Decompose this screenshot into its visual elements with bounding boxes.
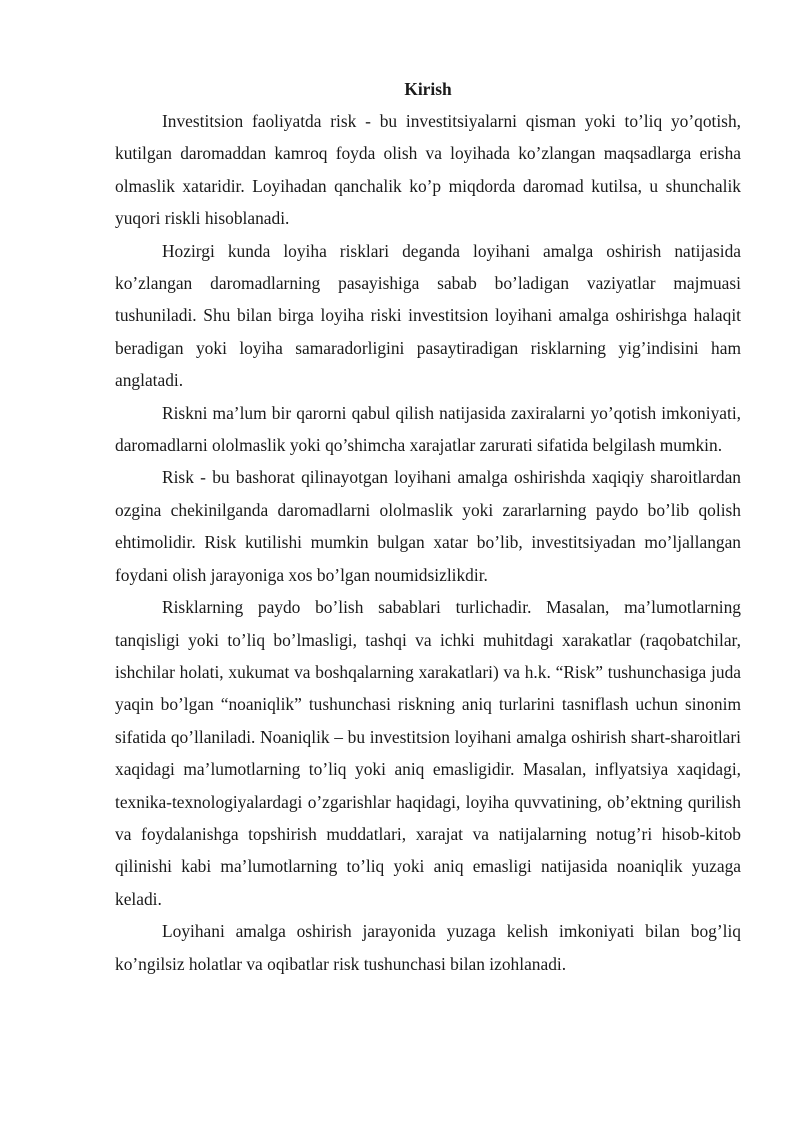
page-title: Kirish xyxy=(404,79,452,99)
paragraph: Loyihani amalga oshirish jarayonida yuzaga kelish imkoniyati bilan bog’liq ko’ngilsiz holatlar va oqibatlar risk tushunchasi bilan izohlanadi. xyxy=(115,921,741,974)
paragraph: Riskni ma’lum bir qarorni qabul qilish natijasida zaxiralarni yo’qotish imkoniyati, daromadlarni ololmaslik yoki qo’shimcha xarajatlar zarurati sifatida belgilash mumkin. xyxy=(115,402,741,456)
paragraph: Risklarning paydo bo’lish sabablari turlichadir. Masalan, ma’lumotlarning tanqisligi yoki to’liq bo’lmasligi, tashqi va ichki muhitdagi xarakatlar (raqobatchilar, ishchilar holati, xukumat va boshqalarning xarakatlari) va h.k. “Risk” tushunchasiga juda yaqin bo’lgan “noaniqlik” tushunchasi riskning aniq turlarini tasniflash uchun sinonim sifatida qo’llaniladi. Noaniqlik – bu investitsion loyihani amalga oshirish shart-sharoitlari xaqidagi ma’lumotlarning to’liq yoki aniq emasligidir. Masalan, inflyatsiya xaqidagi, texnika-texnologiyalardagi o’zgarishlar haqidagi, loyiha quvvatining, ob’ektning qurilish va foydalanishga topshirish muddatlari, xarajat va natijalarning notug’ri hisob-kitob qilinishi kabi ma’lumotlarning to’liq yoki aniq emasligi natijasida noaniqlik yuzaga keladi. xyxy=(115,597,741,909)
paragraph: Risk - bu bashorat qilinayotgan loyihani amalga oshirishda xaqiqiy sharoitlardan ozgina chekinilganda daromadlarni ololmaslik yoki zararlarning paydo bo’lib qolish ehtimolidir. Risk kutilishi mumkin bulgan xatar bo’lib, investitsiyadan mo’ljallangan foydani olish jarayoniga xos bo’lgan noumidsizlikdir. xyxy=(115,467,741,585)
paragraph: Investitsion faoliyatda risk - bu investitsiyalarni qisman yoki to’liq yo’qotish, kutilgan daromaddan kamroq foyda olish va loyihada ko’zlangan maqsadlarga erisha olmaslik xataridir. Loyihadan qanchalik ko’p miqdorda daromad kutilsa, u shunchalik yuqori riskli hisoblanadi. xyxy=(115,111,741,229)
document-body xyxy=(115,73,741,980)
paragraph: Hozirgi kunda loyiha risklari deganda loyihani amalga oshirish natijasida ko’zlangan daromadlarning pasayishiga sabab bo’ladigan vaziyatlar majmuasi tushuniladi. Shu bilan birga loyiha riski investitsion loyihani amalga oshirishga halaqit beradigan yoki loyiha samaradorligini pasaytiradigan risklarning yig’indisini ham anglatadi. xyxy=(115,240,741,391)
